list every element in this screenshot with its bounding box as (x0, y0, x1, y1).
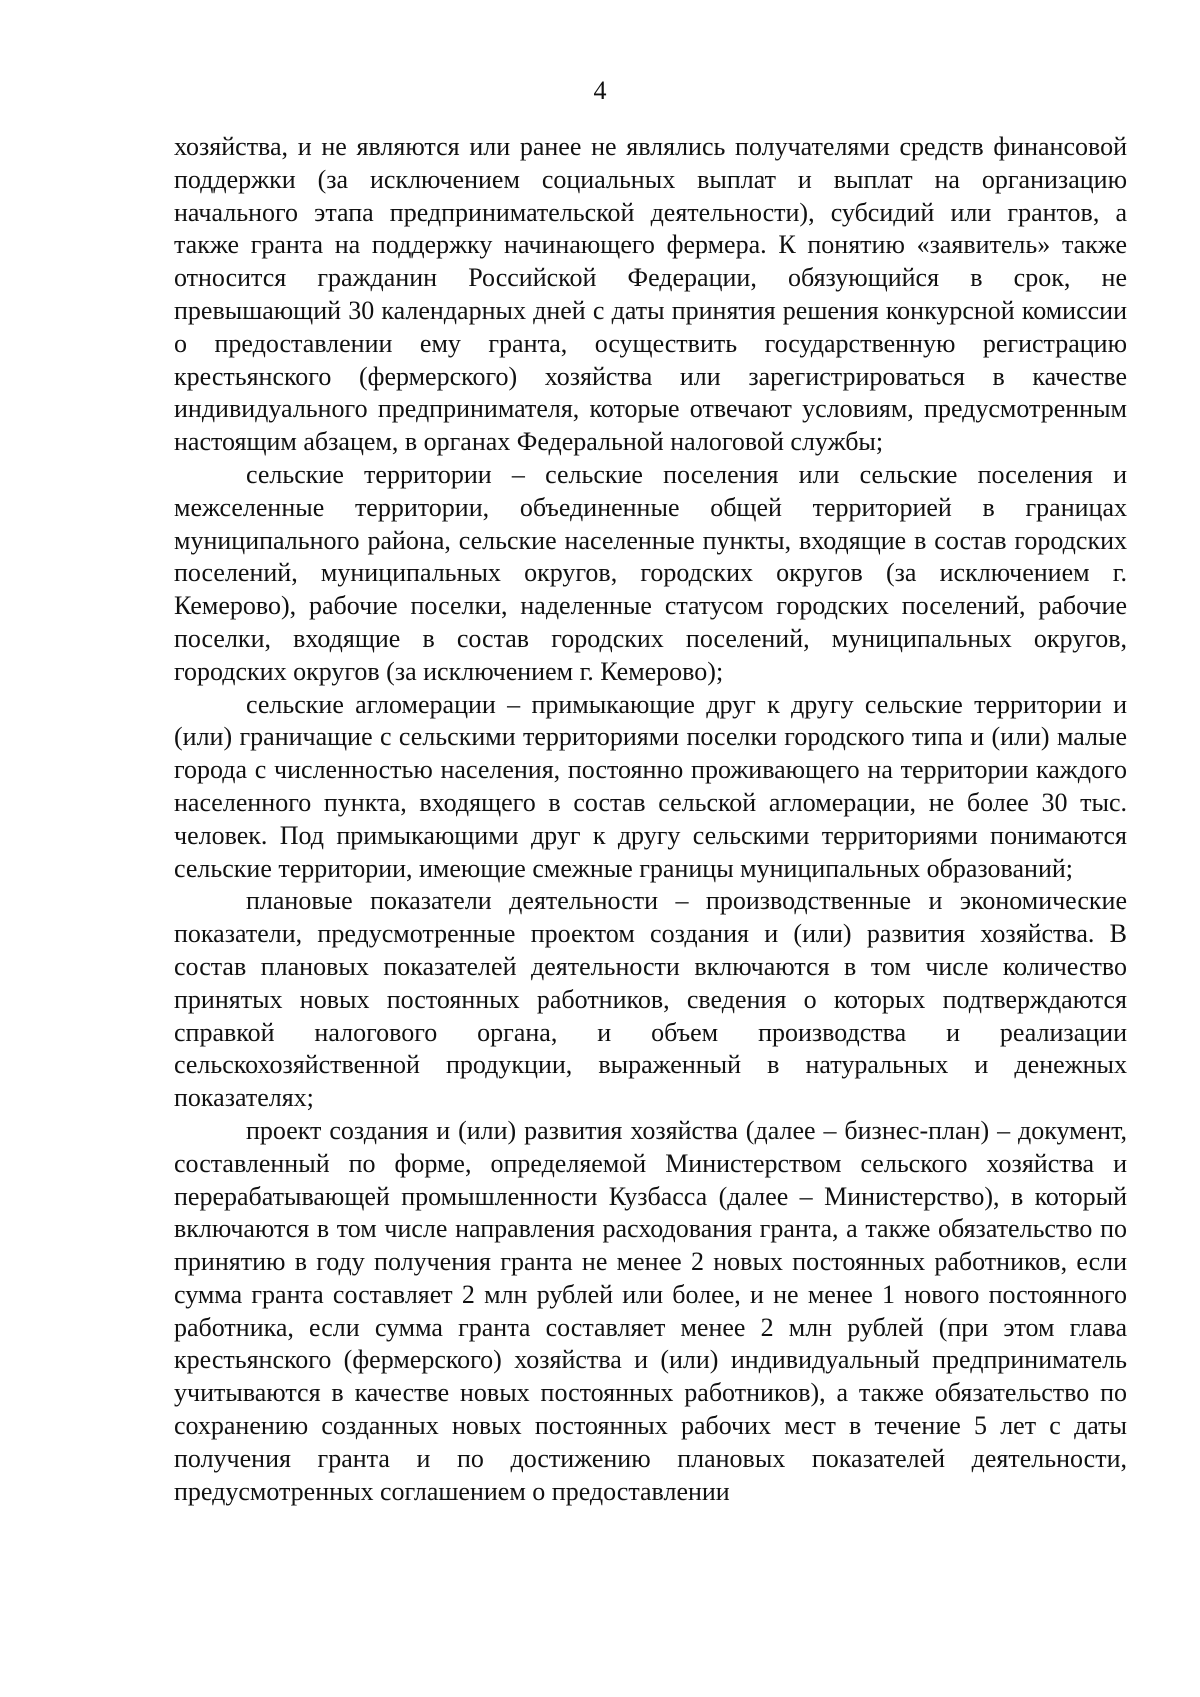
paragraph-planned-indicators: плановые показатели деятельности – производственные и экономические показатели, предусмотренные проектом создания и (или) развития хозяйства. В состав плановых показателей деятельности включаются в том числе количество принятых новых постоянных работников, сведения о которых подтверждаются справкой налогового органа, и объем производства и реализации сельскохозяйственной продукции, выраженный в натуральных и денежных показателях; (174, 886, 1127, 1113)
paragraph-applicant-definition: хозяйства, и не являются или ранее не являлись получателями средств финансовой поддержки (за исключением социальных выплат и выплат на организацию начального этапа предпринимательской деятельности), субсидий или грантов, а также гранта на поддержку начинающего фермера. К понятию «заявитель» также относится гражданин Российской Федерации, обязующийся в срок, не превышающий 30 календарных дней с даты принятия решения конкурсной комиссии о предоставлении ему гранта, осуществить государственную регистрацию крестьянского (фермерского) хозяйства или зарегистрироваться в качестве индивидуального предпринимателя, которые отвечают условиям, предусмотренным настоящим абзацем, в органах Федеральной налоговой службы; (174, 132, 1127, 457)
page-number: 4 (593, 76, 607, 105)
paragraph-business-plan: проект создания и (или) развития хозяйства (далее – бизнес-план) – документ, составленный по форме, определяемой Министерством сельского хозяйства и перерабатывающей промышленности Кузбасса (далее – Министерство), в который включаются в том числе направления расходования гранта, а также обязательство по принятию в году получения гранта не менее 2 новых постоянных работников, если сумма гранта составляет 2 млн рублей или более, и не менее 1 нового постоянного работника, если сумма гранта составляет менее 2 млн рублей (при этом глава крестьянского (фермерского) хозяйства и (или) индивидуальный предприниматель учитываются в качестве новых постоянных работников), а также обязательство по сохранению созданных новых постоянных рабочих мест в течение 5 лет с даты получения гранта и по достижению плановых показателей деятельности, предусмотренных соглашением о предоставлении (174, 1115, 1127, 1506)
paragraph-rural-territories: сельские территории – сельские поселения или сельские поселения и межселенные территории, объединенные общей территорией в границах муниципального района, сельские населенные пункты, входящие в состав городских поселений, муниципальных округов, городских округов (за исключением г. Кемерово), рабочие поселки, наделенные статусом городских поселений, рабочие поселки, входящие в состав городских поселений, муниципальных округов, городских округов (за исключением г. Кемерово); (174, 459, 1127, 686)
document-body (174, 131, 1127, 1508)
paragraph-rural-agglomerations: сельские агломерации – примыкающие друг к другу сельские территории и (или) граничащие с сельскими территориями поселки городского типа и (или) малые города с численностью населения, постоянно проживающего на территории каждого населенного пункта, входящего в состав сельской агломерации, не более 30 тыс. человек. Под примыкающими друг к другу сельскими территориями понимаются сельские территории, имеющие смежные границы муниципальных образований; (174, 689, 1127, 883)
